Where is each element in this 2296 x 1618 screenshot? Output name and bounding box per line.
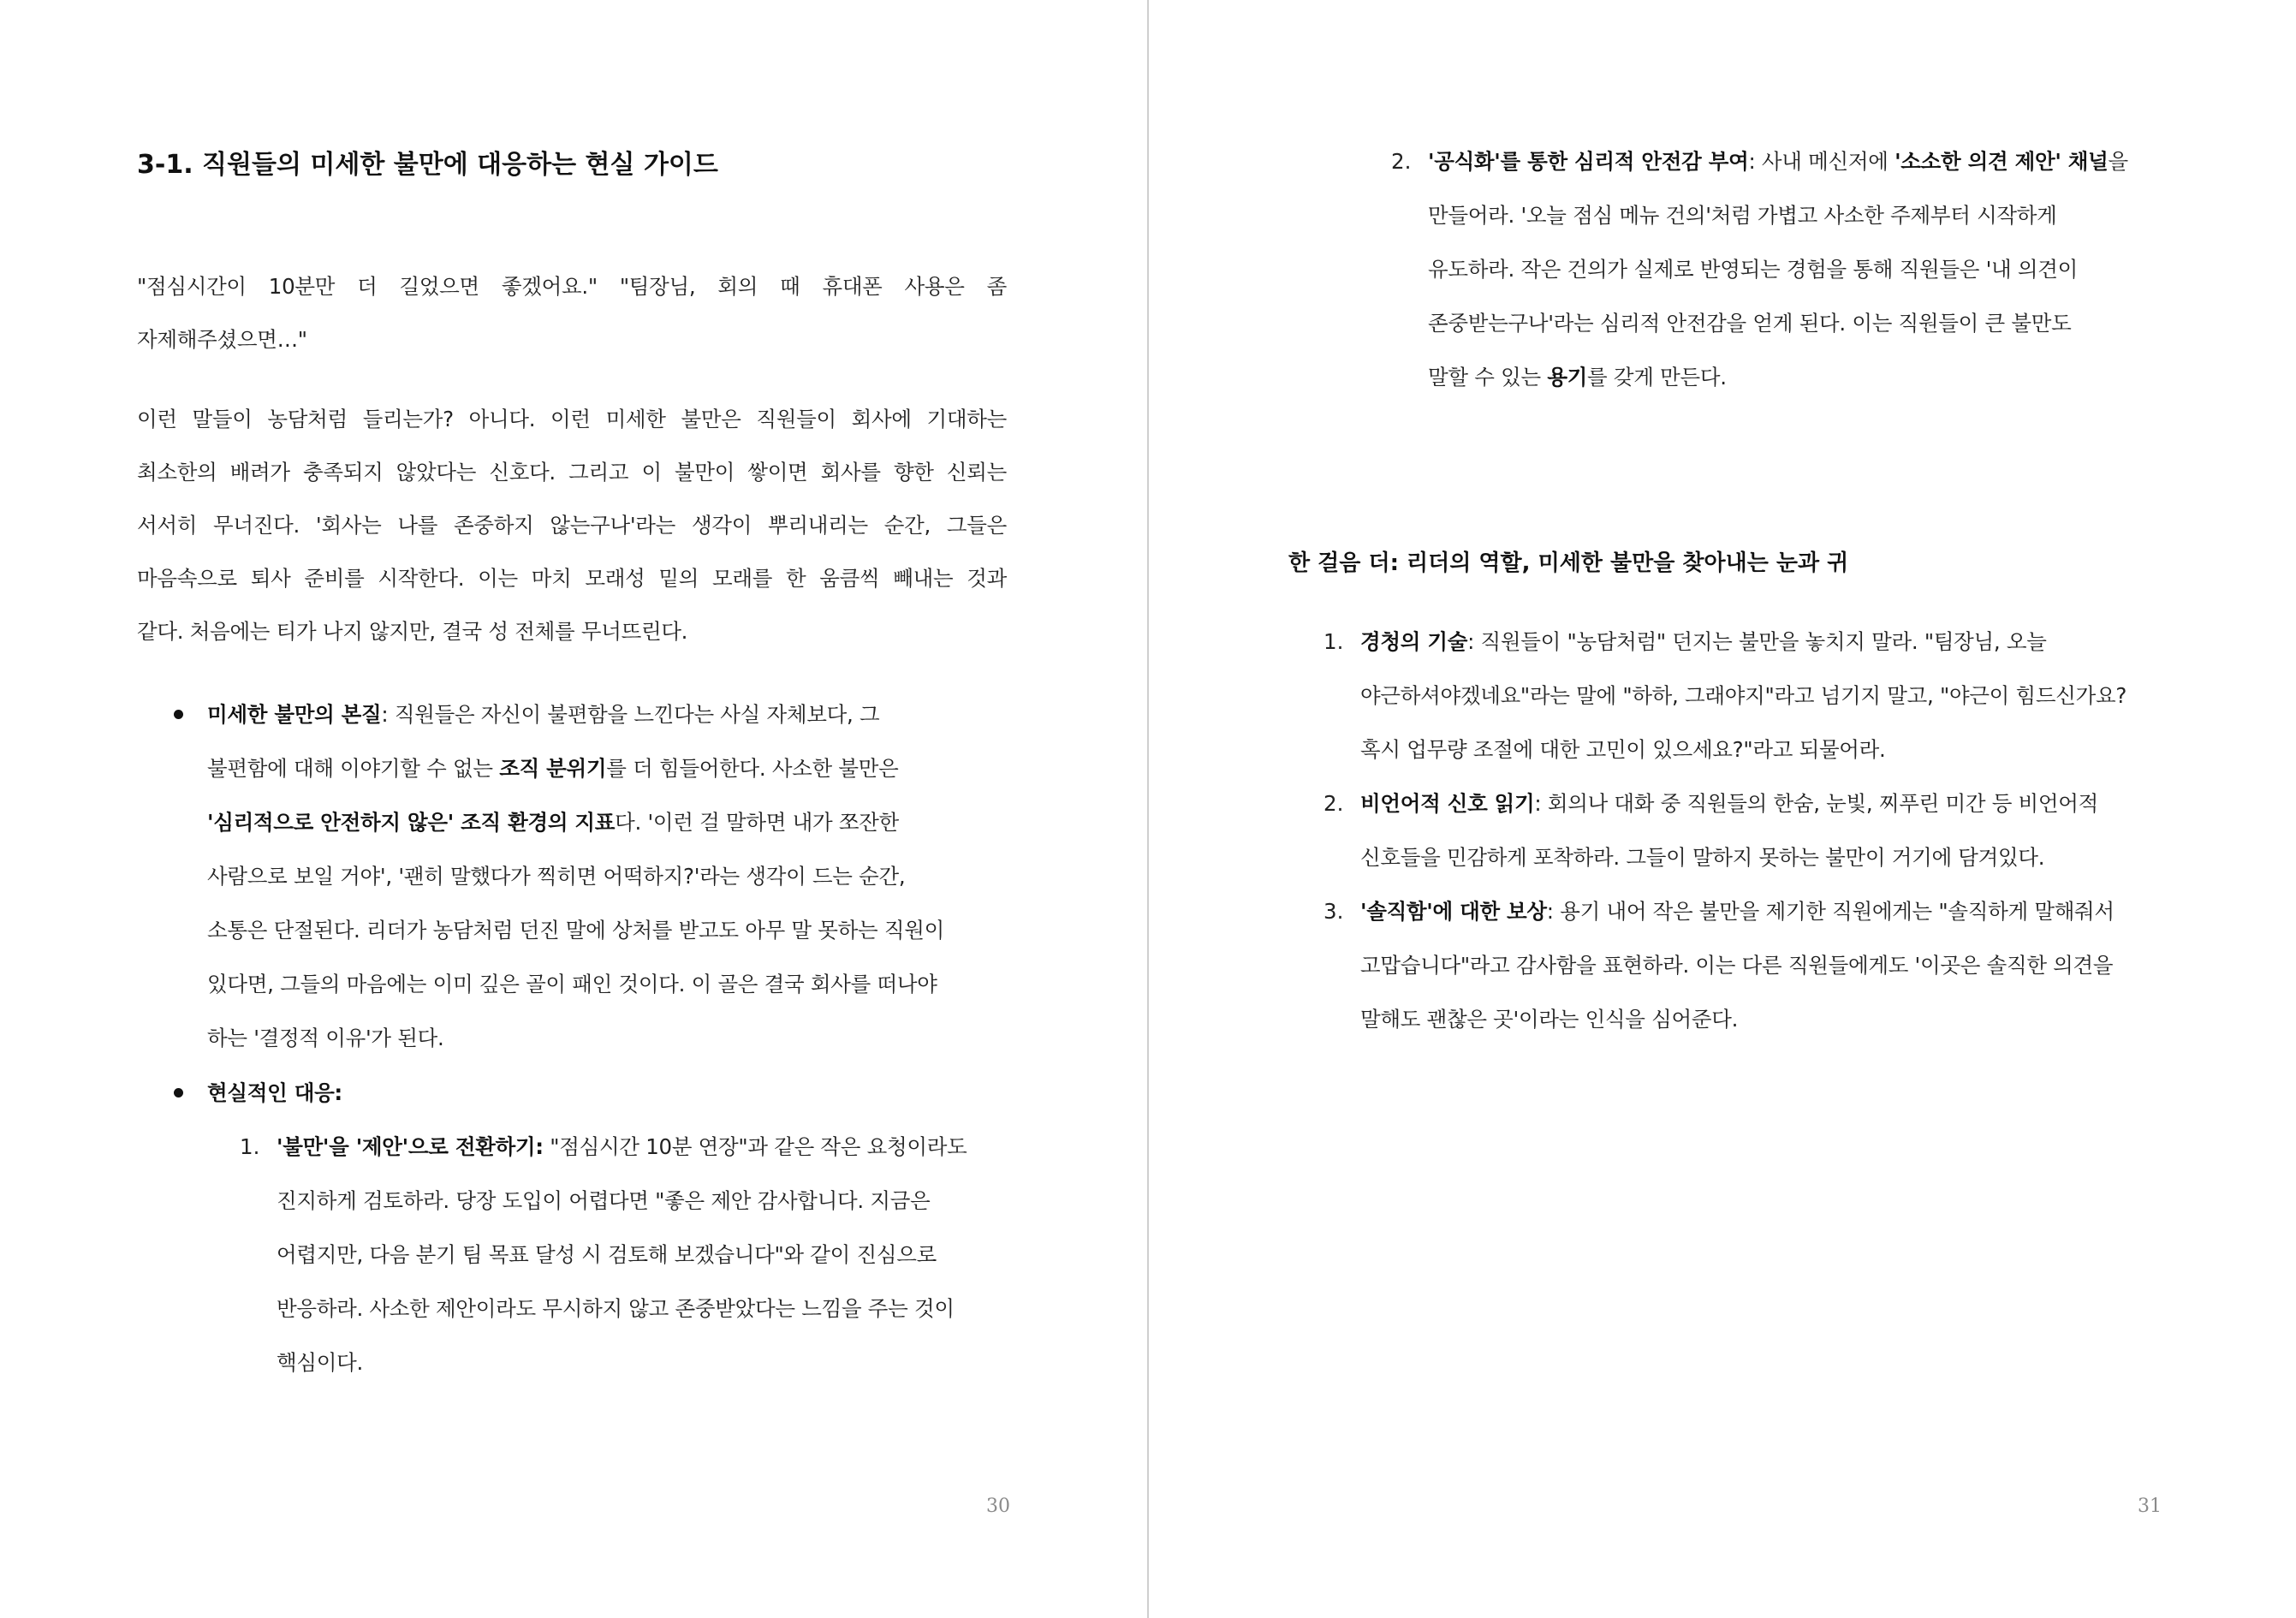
paragraph-line: 최소한의 배려가 충족되지 않았다는 신호다. 그리고 이 불만이 쌓이면 회사를 향한 신뢰는 — [137, 460, 1007, 485]
list-item-line: 신호들을 민감하게 포착하라. 그들이 말하지 못하는 불만이 거기에 담겨있다. — [1360, 845, 2045, 870]
right-page — [1149, 0, 2296, 1618]
sub-item-line — [1428, 134, 2181, 188]
paragraph-line: 마음속으로 퇴사 준비를 시작한다. 이는 마치 모래성 밑의 모래를 한 움큼씩 빼내는 것과 — [137, 566, 1007, 591]
sub-item-line: 어렵지만, 다음 분기 팀 목표 달성 시 검토해 보겠습니다"와 같이 진심으로 — [277, 1242, 937, 1267]
text-span: : 용기 내어 작은 불만을 제기한 직원에게는 "솔직하게 말해줘서 — [1546, 899, 2115, 924]
sub-item-complaint-to-suggestion — [277, 1120, 1021, 1389]
list-item-line: 말해도 괜찮은 곳'이라는 인식을 심어준다. — [1360, 1007, 1739, 1032]
paragraph-line: 같다. 처음에는 티가 나지 않지만, 결국 성 전체를 무너뜨린다. — [137, 619, 688, 644]
bullet-line — [207, 795, 1003, 849]
intro-quote-line: "점심시간이 10분만 더 길었으면 좋겠어요." "팀장님, 회의 때 휴대폰 사용은 좀 — [137, 274, 1007, 299]
sub-item-line: 존중받는구나'라는 심리적 안전감을 얻게 된다. 이는 직원들이 큰 불만도 — [1428, 311, 2072, 336]
bullet-item-realistic-response — [207, 1066, 342, 1120]
bullet-marker — [174, 1088, 183, 1098]
text-span: 을 — [2108, 149, 2128, 174]
bold-term: '소소한 의견 제안' 채널 — [1894, 149, 2109, 174]
bold-term: '불만'을 '제안'으로 전환하기: — [277, 1134, 544, 1159]
bold-term: 미세한 불만의 본질 — [207, 702, 382, 727]
sub-item-line: 반응하라. 사소한 제안이라도 무시하지 않고 존중받았다는 느낌을 주는 것이 — [277, 1296, 955, 1321]
sub-item-line: 유도하라. 작은 건의가 실제로 반영되는 경험을 통해 직원들은 '내 의견이 — [1428, 257, 2078, 282]
text-span: 다. '이런 걸 말하면 내가 쪼잔한 — [615, 810, 899, 835]
bullet-item-nature-of-complaints — [207, 687, 1003, 1065]
paragraph-line: 이런 말들이 농담처럼 들리는가? 아니다. 이런 미세한 불만은 직원들이 회사에 기대하는 — [137, 407, 1007, 431]
sub-item-formalization — [1428, 134, 2181, 404]
text-span: : 사내 메신저에 — [1748, 149, 1895, 174]
bold-term: '공식화'를 통한 심리적 안전감 부여 — [1428, 149, 1749, 174]
text-span: : 직원들은 자신이 불편함을 느낀다는 사실 자체보다, 그 — [381, 702, 880, 727]
bold-term: 용기 — [1547, 365, 1588, 390]
intro-quote-line: 자제해주셨으면…" — [137, 327, 307, 352]
intro-quote — [137, 260, 1007, 366]
text-span: 를 갖게 만든다. — [1587, 365, 1727, 390]
body-paragraph — [137, 393, 1007, 658]
list-number: 2. — [1391, 149, 1412, 174]
list-item-honesty-reward — [1360, 884, 2199, 1046]
list-item-nonverbal-signals — [1360, 776, 2199, 884]
text-span: : 회의나 대화 중 직원들의 한숨, 눈빛, 찌푸린 미간 등 비언어적 — [1534, 791, 2099, 816]
text-span: 를 더 힘들어한다. 사소한 불만은 — [606, 756, 899, 781]
list-item-line: 고맙습니다"라고 감사함을 표현하라. 이는 다른 직원들에게도 '이곳은 솔직한 의견을 — [1360, 953, 2114, 978]
sub-item-line — [277, 1120, 1021, 1174]
section-heading: 3-1. 직원들의 미세한 불만에 대응하는 현실 가이드 — [137, 150, 718, 180]
bold-term: 경청의 기술 — [1360, 629, 1468, 654]
sub-item-line: 핵심이다. — [277, 1350, 363, 1375]
bold-term: '솔직함'에 대한 보상 — [1360, 899, 1547, 924]
bullet-line: 소통은 단절된다. 리더가 농담처럼 던진 말에 상처를 받고도 아무 말 못하는 직원이 — [207, 918, 944, 943]
list-number: 1. — [240, 1134, 260, 1159]
sub-item-line — [1428, 350, 2181, 404]
list-item-line: 야근하셔야겠네요"라는 말에 "하하, 그래야지"라고 넘기지 말고, "야근이 힘드신가요? — [1360, 683, 2127, 708]
bullet-line: 하는 '결정적 이유'가 된다. — [207, 1026, 444, 1050]
bullet-line: 있다면, 그들의 마음에는 이미 깊은 골이 패인 것이다. 이 골은 결국 회사를 떠나야 — [207, 972, 937, 996]
list-item-listening-skill — [1360, 615, 2199, 776]
page-number: 31 — [2138, 1496, 2162, 1517]
text-span: 말할 수 있는 — [1428, 365, 1548, 390]
page-number: 30 — [986, 1496, 1010, 1517]
left-page — [0, 0, 1147, 1618]
paragraph-line: 서서히 무너진다. '회사는 나를 존중하지 않는구나'라는 생각이 뿌리내리는 순간, 그들은 — [137, 513, 1007, 538]
list-item-line — [1360, 776, 2199, 830]
sub-heading: 한 걸음 더: 리더의 역할, 미세한 불만을 찾아내는 눈과 귀 — [1288, 550, 1849, 576]
list-item-line: 혹시 업무량 조절에 대한 고민이 있으세요?"라고 되물어라. — [1360, 737, 1886, 762]
bold-term: '심리적으로 안전하지 않은' 조직 환경의 지표 — [207, 810, 616, 835]
bold-term: 현실적인 대응: — [207, 1080, 342, 1105]
text-span: : 직원들이 "농담처럼" 던지는 불만을 놓치지 말라. "팀장님, 오늘 — [1467, 629, 2047, 654]
list-number: 1. — [1323, 629, 1344, 654]
bold-term: 조직 분위기 — [499, 756, 607, 781]
text-span: 불편함에 대해 이야기할 수 없는 — [207, 756, 500, 781]
sub-item-line: 진지하게 검토하라. 당장 도입이 어렵다면 "좋은 제안 감사합니다. 지금은 — [277, 1188, 931, 1213]
text-span: "점심시간 10분 연장"과 같은 작은 요청이라도 — [543, 1134, 967, 1159]
list-item-line — [1360, 615, 2199, 669]
list-number: 3. — [1323, 899, 1344, 924]
bullet-line: 사람으로 보일 거야', '괜히 말했다가 찍히면 어떡하지?'라는 생각이 드는 순간, — [207, 864, 906, 889]
sub-item-line: 만들어라. '오늘 점심 메뉴 건의'처럼 가볍고 사소한 주제부터 시작하게 — [1428, 203, 2057, 228]
bullet-line — [207, 741, 1003, 795]
list-number: 2. — [1323, 791, 1344, 816]
list-item-line — [1360, 884, 2199, 938]
bold-term: 비언어적 신호 읽기 — [1360, 791, 1535, 816]
bullet-marker — [174, 710, 183, 719]
bullet-line — [207, 687, 1003, 741]
